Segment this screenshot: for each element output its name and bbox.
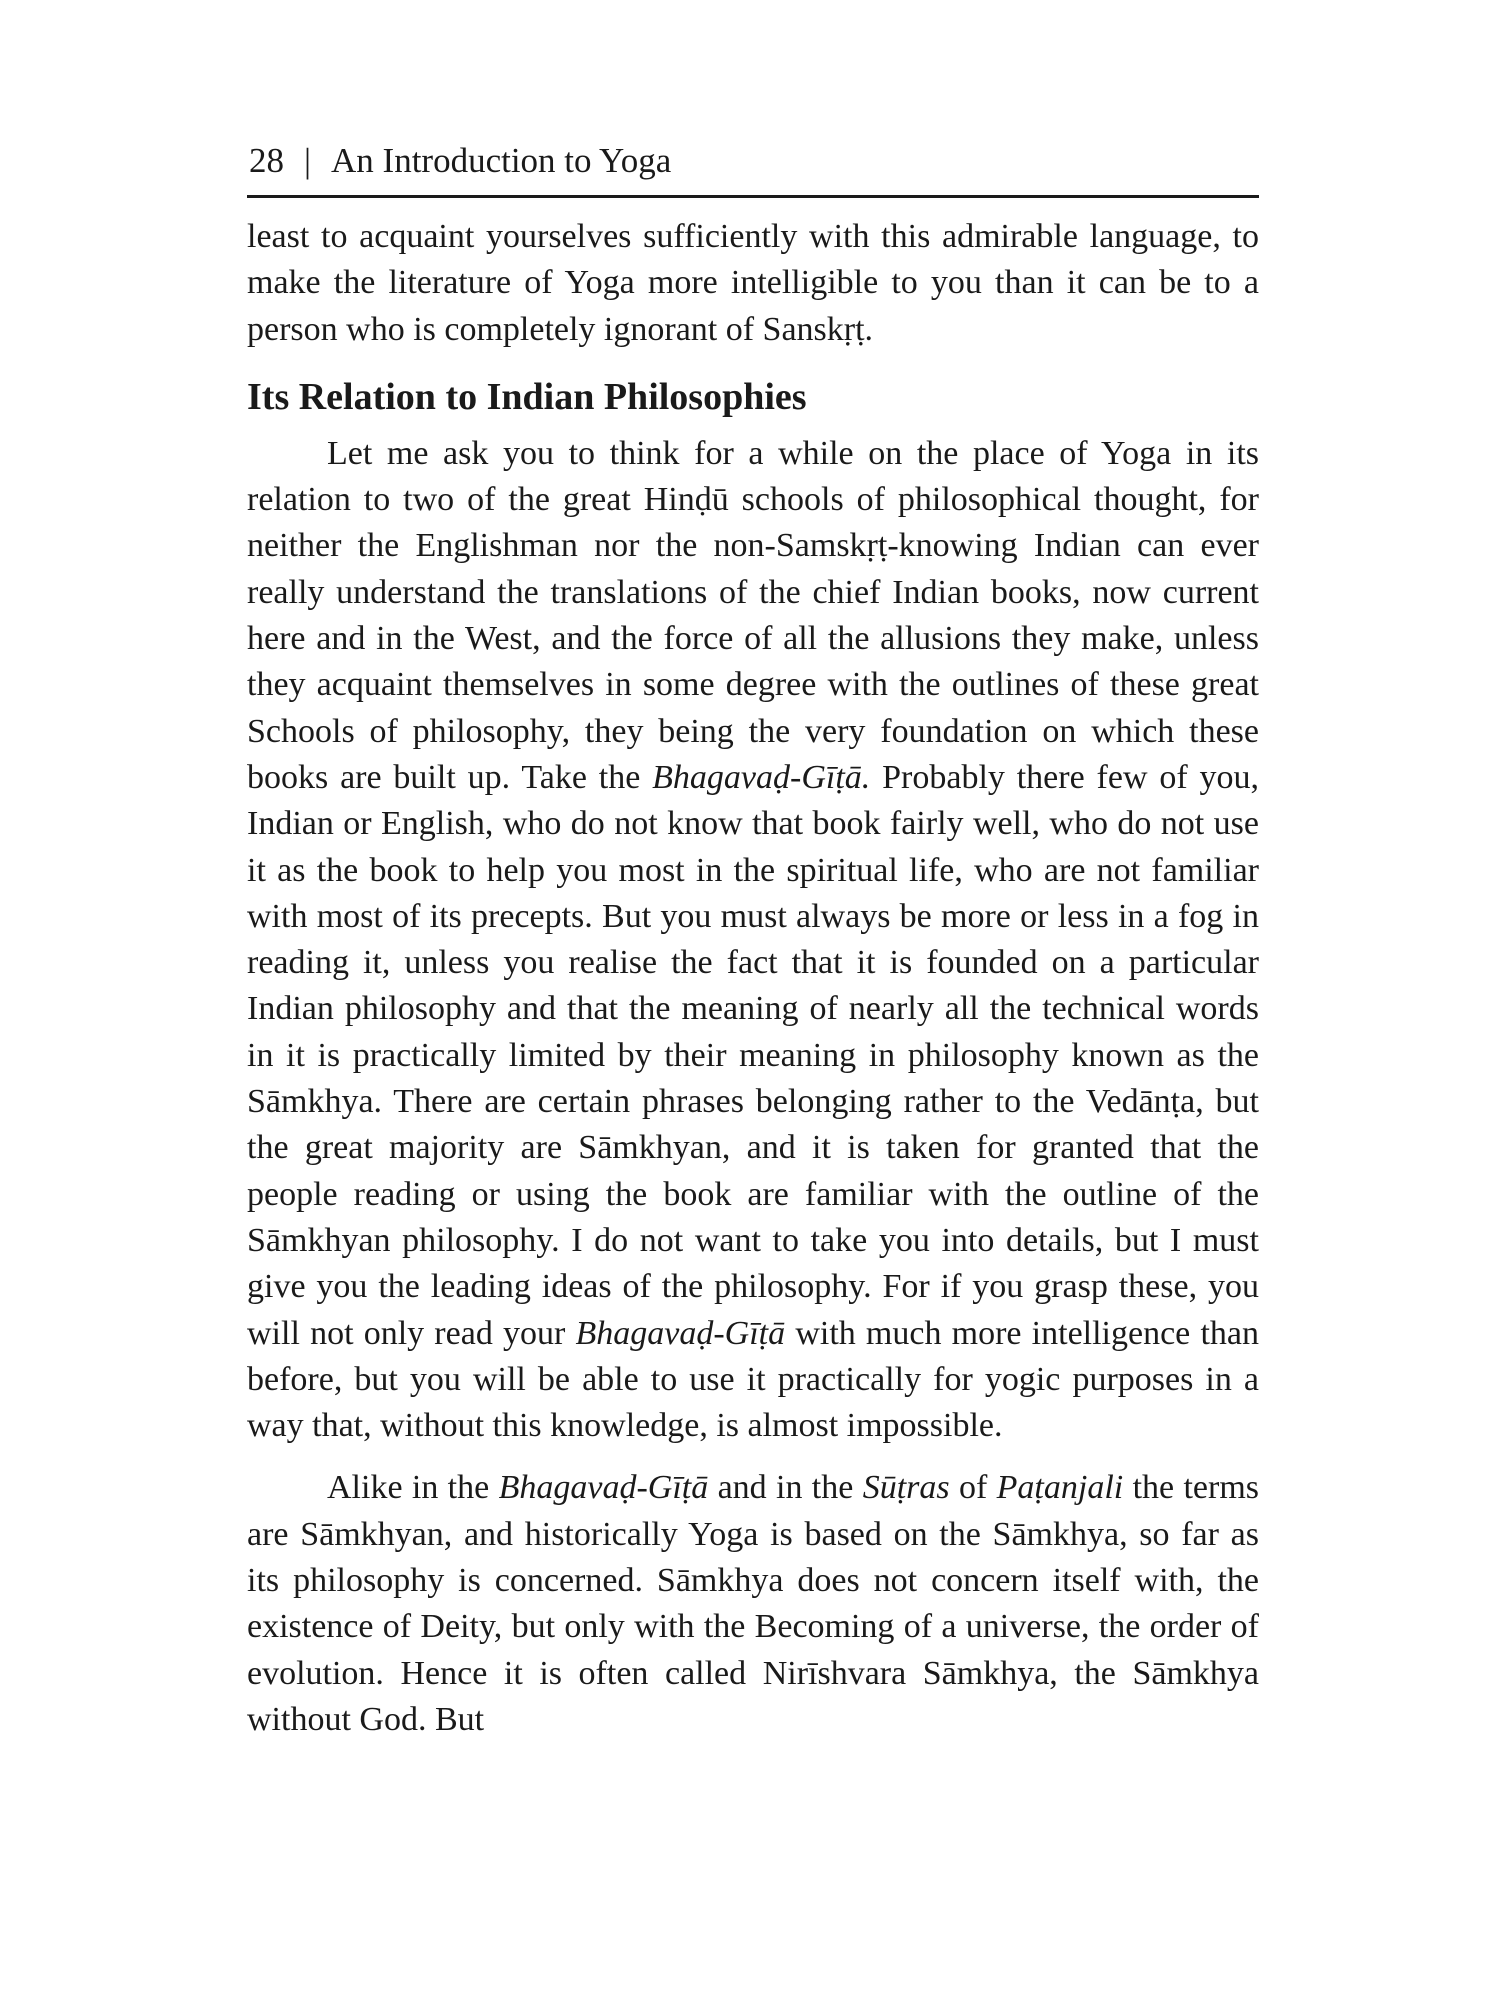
paragraph-text: Let me ask you to think for a while on the place of Yoga in its relation to two of the great Hinḍū schools of philosophical thought, for neither the Englishman nor the non-Samskṛṭ-knowing Indian can ever really understand the translations of the chief Indian books, now current here and in the West, and the force of all the allusions they make, unless they acquaint themselves in some degree with the outlines of these great Schools of philosophy, they being the very foundation on which these books are built up. Take the [247, 434, 1259, 796]
opening-paragraph: least to acquaint yourselves sufficiently with this admirable language, to make the literature of Yoga more intelligible to you than it can be to a person who is completely ignorant of Sanskṛṭ. [247, 218, 1259, 348]
italic-title: Bhagavaḍ-Gīṭā [575, 1314, 786, 1352]
paragraph-text: of [949, 1469, 997, 1507]
paragraph-relation [247, 431, 1259, 1450]
book-page [247, 137, 1259, 1743]
running-head [247, 137, 1259, 185]
paragraph-text: the terms are Sāmkhyan, and historically Yoga is based on the Sāmkhya, so far as its philosophy is concerned. Sāmkhya does not concern itself with, the existence of Deity, but only with the Becoming of a universe, the order of evolution. Hence it is often called Nirīshvara Sāmkhya, the Sāmkhya without God. But [247, 1469, 1259, 1738]
page-number: 28 [249, 141, 284, 180]
paragraph-samkhya [247, 1465, 1259, 1743]
italic-title: Bhagavaḍ-Gīṭā [498, 1469, 709, 1507]
italic-title: Sūṭras [862, 1469, 950, 1507]
paragraph-text: Probably there few of you, Indian or English, who do not know that book fairly well, who do not use it as the book to help you most in the spiritual life, who are not familiar with most of its precepts. But you must always be more or less in a fog in reading it, unless you realise the fact that it is founded on a particular Indian philosophy and that the meaning of nearly all the technical words in it is practically limited by their meaning in philosophy known as the Sāmkhya. There are certain phrases belonging rather to the Vedānṭa, but the great majority are Sāmkhyan, and it is taken for granted that the people reading or using the book are familiar with the outline of the Sāmkhyan philosophy. I do not want to take you into details, but I must give you the leading ideas of the philosophy. For if you grasp these, you will not only read your [247, 758, 1260, 1352]
paragraph-text: Alike in the [327, 1469, 499, 1507]
section-heading: Its Relation to Indian Philosophies [247, 375, 807, 418]
italic-name: Paṭanjali [996, 1469, 1124, 1507]
header-separator: | [304, 141, 312, 180]
italic-title: Bhagavaḍ-Gīṭā. [652, 758, 871, 796]
book-title: An Introduction to Yoga [331, 141, 672, 180]
header-rule [247, 195, 1259, 198]
paragraph-text: and in the [708, 1469, 863, 1507]
paragraph-text: with much more intelligence than before, but you will be able to use it practically for yogic purposes in a way that, without this knowledge, is almost impossible. [247, 1314, 1259, 1445]
